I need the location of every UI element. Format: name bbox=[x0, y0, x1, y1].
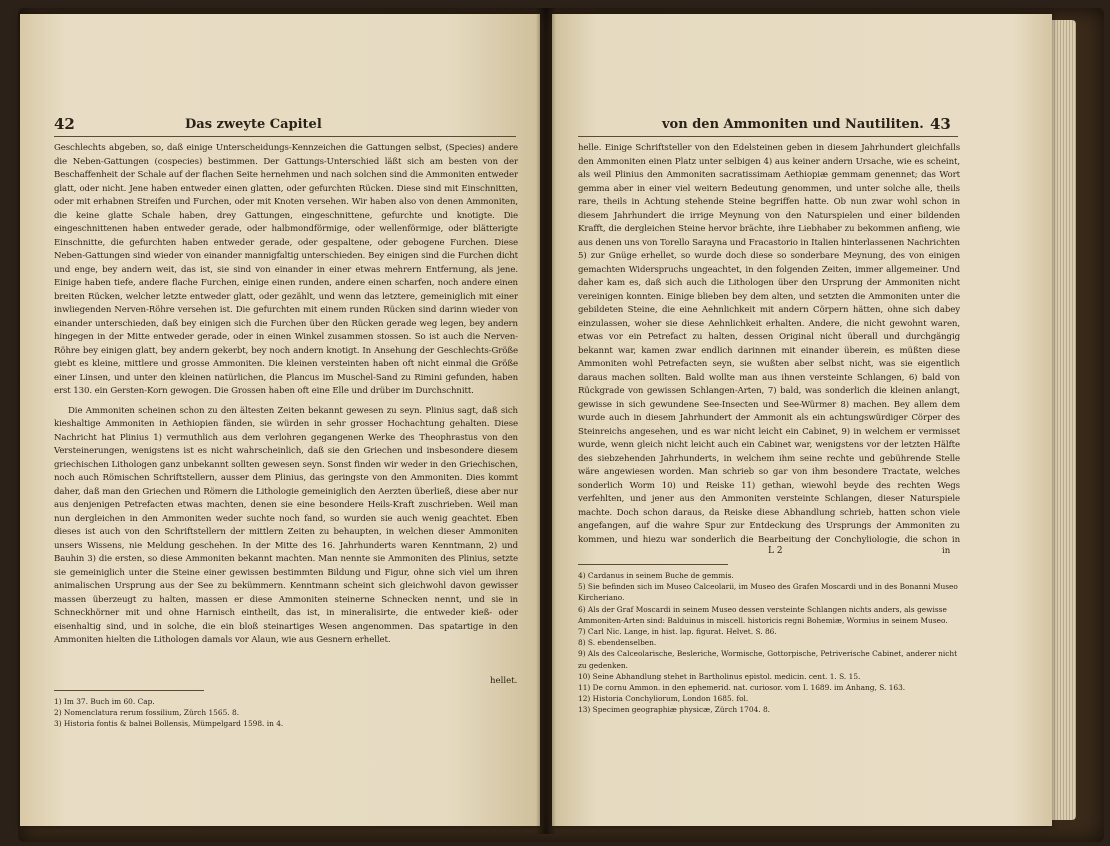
left-footnotes bbox=[54, 696, 514, 730]
left-page bbox=[20, 14, 540, 826]
right-footnotes bbox=[578, 570, 962, 716]
right-page-number: 43 bbox=[930, 115, 951, 133]
right-paragraph-1: helle. Einige Schriftsteller von den Edelsteinen geben in diesem Jahrhundert gleichfalls den Ammoniten einen Platz unter selbigen 4) aus keiner andern Ursache, wie es scheint, als weil Plinius den Ammoniten sacratissimam Aethiopiæ gemmam genennet; das Wort gemma aber in einer viel weitern Bedeutung genommen, und unter solche alle, theils rare, theils in Achtung stehende Steine begriffen hatte. Ob nun zwar wohl schon in diesem Jahrhundert die irrige Meynung von den Naturspielen und einer bildenden Krafft, die dergleichen Steine hervor brächte, ihre Liebhaber zu bekommen anfieng, wie aus denen uns von Torello Sarayna und Fracastorio in Italien hinterlassenen Nachrichten 5) zur Gnüge erhellet, so wurde doch diese so sonderbare Meynung, des von einigen gemachten Widerspruchs ungeachtet, in den folgenden Zeiten, immer allgemeiner. Und daher kam es, daß sich auch die Lithologen über den Ursprung der Ammoniten nicht vereinigen konnten. Einige blieben bey dem alten, und setzten die Ammoniten unter die gebildeten Steine, die eine Aehnlichkeit mit andern Cörpern hätten, ohne sich dabey einzulassen, woher sie diese Aehnlichkeit erhalten. Andere, die nicht gewohnt waren, etwas vor ein Petrefact zu halten, dessen Original nicht überall und durchgängig bekannt war, kamen zwar endlich darinnen mit einander überein, es müßten diese Ammoniten wohl Petrefacten seyn, sie wußten aber selbst nicht, was sie eigentlich daraus machen sollten. Bald wollte man aus ihnen versteinte Schlangen, 6) bald von Rückgrade von gewissen Schlangen-Arten, 7) bald, was sonderlich die kleinen anlangt, gewisse in sich gewundene See-Insecten und See-Würmer 8) machen. Bey allem dem wurde auch in diesem Jahrhundert der Ammonit als ein achtungswürdiger Cörper des Steinreichs angesehen, und es war nicht leicht ein Cabinet, 9) in welchem er vermisset wurde, wenn gleich nicht leicht auch ein Cabinet war, wenigstens vor der letzten Hälfte des siebzehenden Jahrhunderts, in welchem ihm seine rechte und gebührende Stelle wäre angewiesen worden. Man schrieb so gar von ihm besondere Tractate, welches sonderlich Worm 10) und Reiske 11) gethan, wiewohl beyde des rechten Wegs verfehlten, und jener aus den Ammoniten versteinte Schlangen, dieser Naturspiele machte. Doch schon daraus, da Reiske diese Abhandlung schrieb, hatten schon viele angefangen, auf die wahre Spur zur Entdeckung des Ursprungs der Ammoniten zu kommen, und hiezu war sonderlich die Bearbeitung der Conchyliologie, die schon in bbox=[578, 143, 960, 545]
footnote-8: 8) S. ebendenselben. bbox=[578, 638, 657, 648]
left-page-number: 42 bbox=[54, 115, 75, 133]
right-footnote-rule bbox=[578, 564, 728, 565]
left-paragraph-2: Die Ammoniten scheinen schon zu den ältesten Zeiten bekannt gewesen zu seyn. Plinius sagt, daß sich kieshaltige Ammoniten in Aethiopien fänden, sie würden in sehr grosser Hochachtung gehalten. Diese Nachricht hat Plinius 1) vermuthlich aus dem verlohren gegangenen Werke des Theophrastus von den Versteinerungen, wenigstens ist es nicht wahrscheinlich, daß sie den Griechen und insbesondere diesem griechischen Lithologen ganz unbekannt sollten gewesen seyn. Sonst finden wir weder in den Griechischen, noch auch Römischen Schriftstellern, ausser dem Plinius, das geringste von den Ammoniten. Dies kommt daher, daß man den Griechen und Römern die Lithologie gemeiniglich den Aerzten überließ, diese aber nur aus denjenigen Petrefacten etwas machten, denen sie eine besondere Heils-Kraft zuschrieben. Weil man nun dergleichen in den Ammoniten weder suchte noch fand, so wurden sie auch wenig geachtet. Eben dieses ist auch von den Schriftstellern der mittlern Zeiten zu behaupten, in welchen dieser Ammoniten unsers Wissens, nie Meldung geschehen. In der Mitte des 16. Jahrhunderts waren Kenntmann, 2) und Bauhin 3) die ersten, so diese Ammoniten bekannt machten. Man nennte sie Ammoniten des Plinius, setzte sie gemeiniglich unter die Steine einer gewissen bestimmten Bildung und Figur, ohne sich viel um ihren animalischen Ursprung aus der See zu bekümmern. Kenntmann scheint sich gleichwohl davon gewisser massen überzeugt zu halten, massen er diese Ammoniten steinerne Schnecken nennt, und sie in Schneckhörner mit und ohne Harnisch eintheilt, das ist, in mineralisirte, die entweder kieß- oder eisenhaltig sind, und in solche, die ein bloß steinartiges Wesen angenommen. Das spatartige in den Ammoniten hielten die Lithologen damals vor Alaun, wie aus Gesnern erhellet. bbox=[54, 405, 518, 645]
footnote-5: 5) Sie befinden sich im Museo Calceolarii, im Museo des Grafen Moscardi und in des Bonanni Museo Kircheriano. bbox=[578, 582, 958, 603]
left-catchword: hellet. bbox=[490, 676, 518, 686]
footnote-2: 2) Nomenclatura rerum fossilium, Zürch 1565. 8. bbox=[54, 708, 240, 718]
page-edges bbox=[1052, 20, 1076, 820]
right-body-text bbox=[578, 142, 960, 546]
footnote-11: 11) De cornu Ammon. in den ephemerid. nat. curiosor. vom I. 1689. im Anhang, S. 163. bbox=[578, 683, 906, 693]
footnote-3: 3) Historia fontis & balnei Bollensis, Mümpelgard 1598. in 4. bbox=[54, 719, 284, 729]
book-gutter bbox=[536, 8, 556, 834]
footnote-10: 10) Seine Abhandlung stehet in Bartholinus epistol. medicin. cent. 1. S. 15. bbox=[578, 671, 861, 681]
right-header-rule bbox=[578, 136, 958, 137]
footnote-13: 13) Specimen geographiæ physicæ, Zürch 1704. 8. bbox=[578, 705, 771, 715]
right-signature-mark: L 2 bbox=[768, 546, 783, 556]
footnote-6: 6) Als der Graf Moscardi in seinem Museo dessen versteinte Schlangen nichts anders, als gewisse Ammoniten-Arten sind: Balduinus in miscell. historicis regni Bohemiæ, Wormius in seinem Museo. bbox=[578, 604, 948, 625]
left-footnote-rule bbox=[54, 690, 204, 691]
right-running-header: von den Ammoniten und Nautiliten. bbox=[662, 117, 924, 132]
left-header-rule bbox=[54, 136, 516, 137]
left-paragraph-1: Geschlechts abgeben, so, daß einige Unterscheidungs-Kennzeichen die Gattungen selbst, (Species) andere die Neben-Gattungen (cospecies) bestimmen. Der Gattungs-Unterschied läßt sich am besten von der Beschaffenheit der Schale auf der flachen Seite hernehmen und nach solchen sind die Ammoniten entweder glatt, oder nicht. Jene haben entweder einen glatten, oder gefurchten Rücken. Diese sind mit Einschnitten, oder mit erhabnen Streifen und Furchen, oder mit Knoten versehen. Wir haben also von denen Ammoniten, die keine glatte Schale haben, drey Gattungen, eingeschnittene, gefurchte und knotigte. Die eingeschnittenen haben entweder gerade, oder halbmondförmige, oder wellenförmige, oder blätterigte Einschnitte, die gefurchten haben entweder gerade, oder gespaltene, oder gebogene Furchen. Diese Neben-Gattungen sind wieder von einander mannigfaltig unterschieden. Bey einigen sind die Furchen dicht und enge, bey andern weit, das ist, sie sind von einander in einer etwas mehrern Entfernung, als jene. Einige haben tiefe, andere flache Furchen, einige einen runden, andere einen scharfen, noch andere einen breiten Rücken, welcher letzte entweder glatt, oder gezählt, und wenn das letztere, gemeiniglich mit einer inwliegenden Nerven-Röhre versehen ist. Die gefurchten mit einem runden Rücken sind darinn wieder von einander unterschieden, daß bey einigen sich die Furchen über den Rücken gerade weg legen, bey andern hingegen in der Mitte entweder gerade, oder in einen Winkel zusammen stossen. So ist auch die Nerven-Röhre bey einigen glatt, bey andern gekerbt, bey noch andern knotigt. In Ansehung der Geschlechts-Größe giebt es kleine, mittlere und grosse Ammoniten. Die kleinen versteinten haben oft nicht einmal die Größe einer Linsen, und unter den kleinen natürlichen, die Plancus im Muschel-Sand zu Rimini gefunden, haben erst 130. ein Gersten-Korn gewogen. Die Grossen haben oft eine Elle und drüber im Durchschnitt. bbox=[54, 143, 518, 396]
footnote-1: 1) Im 37. Buch im 60. Cap. bbox=[54, 697, 155, 706]
left-body-text bbox=[54, 142, 518, 676]
footnote-12: 12) Historia Conchyliorum, London 1685. fol. bbox=[578, 694, 749, 704]
footnote-4: 4) Cardanus in seinem Buche de gemmis. bbox=[578, 571, 734, 580]
right-page bbox=[552, 14, 1052, 826]
footnote-7: 7) Carl Nic. Lange, in hist. lap. figurat. Helvet. S. 86. bbox=[578, 627, 777, 637]
footnote-9: 9) Als des Calceolarische, Besleriche, Wormische, Gottorpische, Petriverische Cabinet, anderer nicht zu gedenken. bbox=[578, 649, 958, 670]
left-running-header: Das zweyte Capitel bbox=[185, 117, 322, 132]
right-catchword: in bbox=[942, 546, 951, 556]
